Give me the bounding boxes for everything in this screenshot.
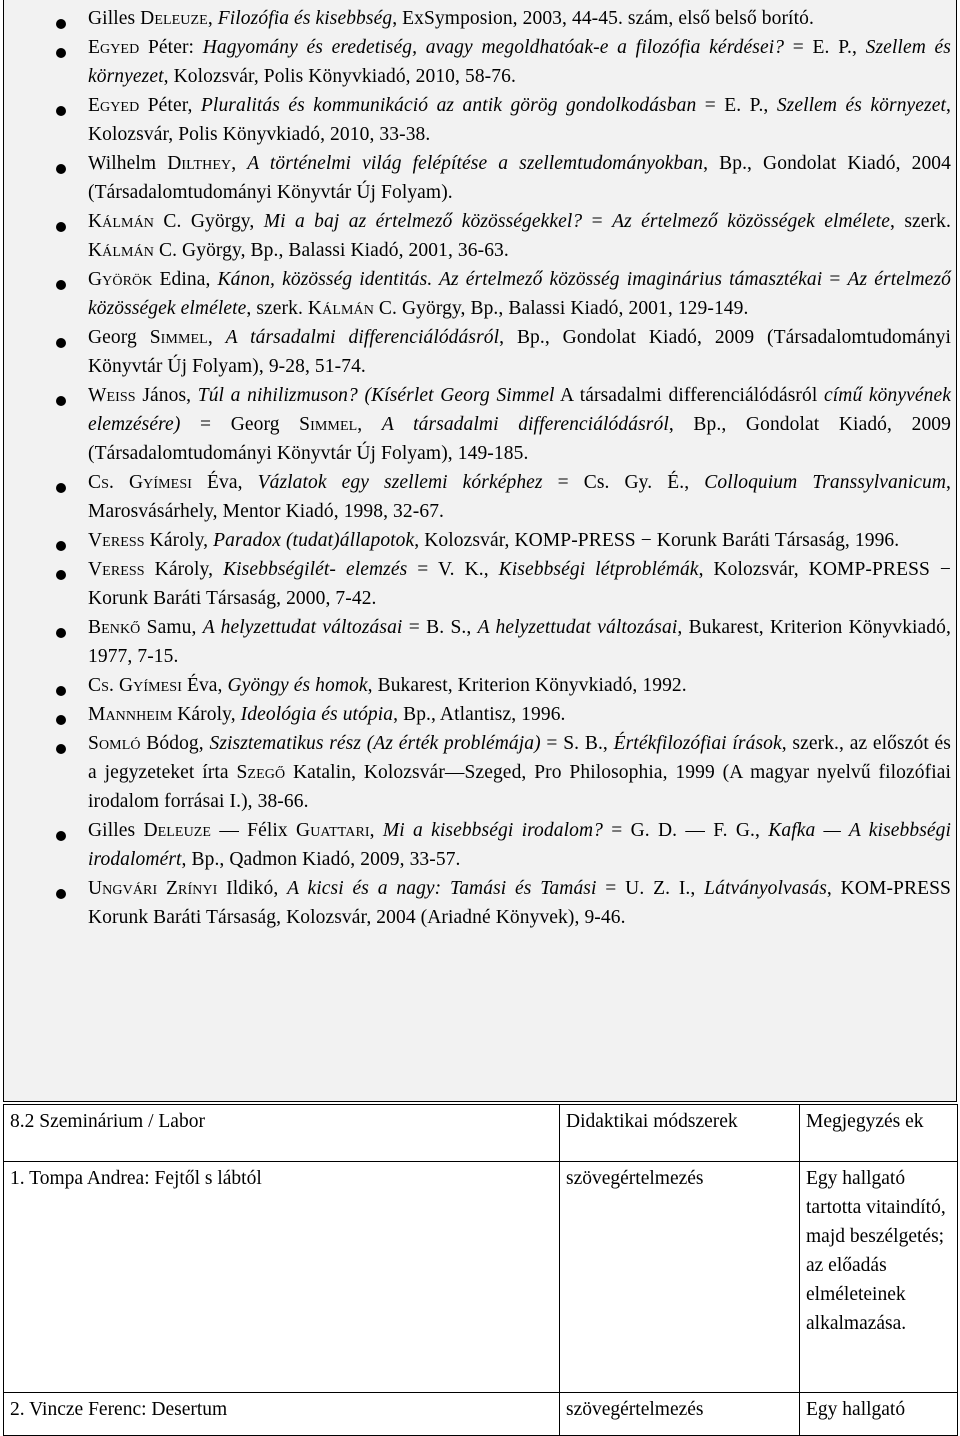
citation-segment: Éva, (192, 472, 258, 493)
bibliography-item (4, 729, 956, 816)
table-row (4, 1162, 958, 1393)
citation-segment: , Bp., Qadmon Kiadó, 2009, 33-57. (181, 849, 461, 870)
seminar-note: Egy hallgató tartotta vitaindító, majd beszélgetés; az előadás elméleteinek alkalmazása. (800, 1162, 958, 1393)
bibliography-entry-text (88, 555, 951, 613)
bibliography-entry-text (88, 207, 951, 265)
bibliography-item (4, 207, 956, 265)
bullet-icon (56, 48, 66, 58)
bullet-icon (56, 541, 66, 551)
citation-segment: Szellem és környezet (776, 95, 947, 116)
seminar-section-heading: 8.2 Szeminárium / Labor (4, 1105, 560, 1162)
citation-segment: = (582, 211, 613, 232)
citation-segment: Cs (88, 472, 109, 493)
citation-segment: , szerk. (246, 298, 308, 319)
citation-segment: Szisztematikus rész (Az érték problémája) (209, 733, 541, 754)
citation-segment: Károly, (144, 559, 224, 580)
citation-segment: Péter: (139, 37, 203, 58)
citation-segment: . (109, 675, 119, 696)
citation-segment: Filozófia és kisebbség (217, 8, 393, 29)
citation-segment: C. György, Bp., Balassi Kiadó, 2001, 129-149. (373, 298, 749, 319)
bullet-icon (56, 570, 66, 580)
citation-segment: Veress (88, 559, 145, 580)
bibliography-item (4, 816, 956, 874)
bibliography-item (4, 671, 956, 700)
seminar-method: szövegértelmezés (560, 1393, 800, 1436)
citation-segment: Károly, (172, 704, 241, 725)
citation-segment: Kafka — A kisebbségi irodalomért (88, 820, 952, 870)
citation-segment: Benkő (88, 617, 141, 638)
bullet-icon (56, 19, 66, 29)
citation-segment: = Cs. Gy. É., (542, 472, 705, 493)
seminar-topic: 1. Tompa Andrea: Fejtől s lábtól (4, 1162, 560, 1393)
bibliography-item (4, 149, 956, 207)
citation-segment: Weiss (88, 385, 136, 406)
methods-heading: Didaktikai módszerek (560, 1105, 800, 1162)
bullet-icon (56, 483, 66, 493)
citation-segment: Kálmán (88, 211, 155, 232)
bibliography-item (4, 700, 956, 729)
citation-segment: , KOM-PRESS Korunk Baráti Társaság, Kolozsvár, 2004 (Ariadné Könyvek), 9-46. (88, 878, 951, 928)
bibliography-entry-text (88, 0, 951, 33)
bibliography-item (4, 33, 956, 91)
citation-segment: = V. K., (407, 559, 499, 580)
citation-segment: , (231, 153, 248, 174)
citation-segment: Ideológia és utópia (240, 704, 394, 725)
citation-segment: Samu, (140, 617, 203, 638)
citation-segment: , szerk. (890, 211, 951, 232)
bibliography-entry-text (88, 874, 951, 932)
bullet-icon (56, 889, 66, 899)
citation-segment: C. György, Bp., Balassi Kiadó, 2001, 36-63. (154, 240, 509, 261)
citation-segment: Kálmán (88, 240, 155, 261)
citation-segment: Paradox (tudat)állapotok (213, 530, 415, 551)
citation-segment: Guattari (296, 820, 370, 841)
bibliography-entry-text (88, 613, 951, 671)
citation-segment: Gilles (88, 820, 144, 841)
citation-segment: A társadalmi differenciálódásról (381, 414, 669, 435)
citation-segment: Deleuze (143, 820, 212, 841)
bibliography-item (4, 555, 956, 613)
bibliography-entry-text (88, 671, 951, 700)
citation-segment: Vázlatok egy szellemi kórképhez (257, 472, 543, 493)
bibliography-entry-text (88, 468, 951, 526)
citation-segment: Gilles (88, 8, 141, 29)
seminar-table (3, 1104, 958, 1436)
citation-segment: Ildikó, (217, 878, 288, 899)
bibliography-item (4, 91, 956, 149)
seminar-note: Egy hallgató (800, 1393, 958, 1436)
citation-segment: Kisebbségilét- elemzés (223, 559, 408, 580)
bibliography-entry-text (88, 33, 951, 91)
bibliography-item (4, 874, 956, 932)
citation-segment: A kicsi és a nagy: Tamási és Tamási (287, 878, 597, 899)
seminar-header-row (4, 1105, 958, 1162)
citation-segment: = E. P., (696, 95, 777, 116)
citation-segment: , szerk., az előszót és a jegyzeteket írta (88, 733, 951, 783)
citation-segment: Gyöngy és homok (227, 675, 368, 696)
citation-segment: A társadalmi differenciálódásról (554, 385, 824, 406)
citation-segment: Pluralitás és kommunikáció az antik görög gondolkodásban (200, 95, 697, 116)
bullet-icon (56, 106, 66, 116)
bullet-icon (56, 280, 66, 290)
citation-segment: , Kolozsvár, KOMP-PRESS − Korunk Baráti Társaság, 1996. (414, 530, 900, 551)
citation-segment: Mi a kisebbségi irodalom? (382, 820, 604, 841)
citation-segment: Simmel (149, 327, 208, 348)
citation-segment: Az értelmező közösségek elmélete (612, 211, 891, 232)
bibliography-item (4, 526, 956, 555)
citation-segment: = G. D. — F. G., (603, 820, 769, 841)
citation-segment: Látványolvasás (704, 878, 827, 899)
citation-segment: = B. S., (402, 617, 478, 638)
bullet-icon (56, 744, 66, 754)
bullet-icon (56, 222, 66, 232)
citation-segment: Kisebbségi létproblémák (498, 559, 699, 580)
citation-segment: , (369, 820, 383, 841)
citation-segment: Szegő (236, 762, 286, 783)
citation-segment: , (207, 327, 226, 348)
citation-segment: Kálmán (307, 298, 374, 319)
citation-segment: Szellem és környezet (88, 37, 951, 87)
bibliography-entry-text (88, 149, 951, 207)
bibliography-item (4, 613, 956, 671)
citation-segment: Colloquium Transsylvanicum (704, 472, 947, 493)
bullet-icon (56, 831, 66, 841)
citation-segment: = U. Z. I., (596, 878, 705, 899)
citation-segment: — Félix (211, 820, 297, 841)
citation-segment: , Marosvásárhely, Mentor Kiadó, 1998, 32-67. (88, 472, 951, 522)
citation-segment: Deleuze (140, 8, 208, 29)
citation-segment: C. György, (154, 211, 264, 232)
bibliography-entry-text (88, 323, 951, 381)
bibliography-entry-text (88, 265, 951, 323)
citation-segment: Dilthey (167, 153, 232, 174)
bibliography-list (4, 0, 956, 932)
citation-segment: , (207, 8, 218, 29)
citation-segment: Veress (88, 530, 145, 551)
citation-segment: Gyímesi (128, 472, 192, 493)
citation-segment: , Bp., Gondolat Kiadó, 2009 (Társadalomtudományi Könyvtár Új Folyam), 9-28, 51-74. (88, 327, 952, 377)
citation-segment: , Kolozsvár, Polis Könyvkiadó, 2010, 33-38. (88, 95, 951, 145)
citation-segment: , Kolozsvár, Polis Könyvkiadó, 2010, 58-76. (163, 66, 516, 87)
citation-segment: Egyed (88, 95, 140, 116)
citation-segment: Mi a baj az értelmező közösségekkel? (263, 211, 583, 232)
bullet-icon (56, 338, 66, 348)
citation-segment: Cs (88, 675, 109, 696)
citation-segment: Györök (88, 269, 153, 290)
citation-segment: Egyed (88, 37, 140, 58)
seminar-topic: 2. Vincze Ferenc: Desertum (4, 1393, 560, 1436)
bibliography-item (4, 468, 956, 526)
notes-heading: Megjegyzés ek (800, 1105, 958, 1162)
citation-segment: , (357, 414, 382, 435)
bibliography-item (4, 265, 956, 323)
seminar-method: szövegértelmezés (560, 1162, 800, 1393)
citation-segment: , Bp., Atlantisz, 1996. (393, 704, 566, 725)
citation-segment: Hagyomány és eredetiség, avagy megoldhatóak-e a filozófia kérdései? (202, 37, 785, 58)
citation-segment: . (109, 472, 129, 493)
citation-segment: Éva, (181, 675, 228, 696)
citation-segment: = E. P., (784, 37, 866, 58)
citation-segment: Wilhelm (88, 153, 168, 174)
bullet-icon (56, 715, 66, 725)
citation-segment: , Bukarest, Kriterion Könyvkiadó, 1992. (367, 675, 687, 696)
citation-segment: Gyímesi (118, 675, 182, 696)
citation-segment: A helyzettudat változásai (477, 617, 678, 638)
citation-segment: Katalin, Kolozsvár—Szeged, Pro Philosophia, 1999 (A magyar nyelvű filozófiai irodalom forrásai I.), 38-66. (88, 762, 951, 812)
citation-segment: , Bp., Gondolat Kiadó, 2004 (Társadalomtudományi Könyvtár Új Folyam). (88, 153, 951, 203)
citation-segment: , Bukarest, Kriterion Könyvkiadó, 1977, 7-15. (88, 617, 951, 667)
bullet-icon (56, 628, 66, 638)
citation-segment: Túl a nihilizmuson? (Kísérlet Georg Simmel (197, 385, 555, 406)
bibliography-item (4, 381, 956, 468)
citation-segment: Károly, (144, 530, 214, 551)
table-row (4, 1393, 958, 1436)
bibliography-entry-text (88, 526, 951, 555)
bibliography-entry-text (88, 91, 951, 149)
bibliography-box (3, 0, 957, 1102)
bibliography-item (4, 0, 956, 33)
citation-segment: A történelmi világ felépítése a szellemtudományokban (247, 153, 704, 174)
bibliography-entry-text (88, 729, 951, 816)
citation-segment: A helyzettudat változásai (202, 617, 403, 638)
bibliography-entry-text (88, 816, 951, 874)
citation-segment: Georg (88, 327, 150, 348)
citation-segment: A társadalmi differenciálódásról (225, 327, 500, 348)
citation-segment: Péter, (139, 95, 201, 116)
citation-segment: Értékfilozófiai írások (613, 733, 782, 754)
bullet-icon (56, 396, 66, 406)
citation-segment: Kánon, közösség identitás. Az értelmező közösség imaginárius támasztékai (217, 269, 823, 290)
citation-segment: Ungvári Zrínyi (88, 878, 218, 899)
citation-segment: = (822, 269, 848, 290)
citation-segment: Somló (88, 733, 141, 754)
citation-segment: Mannheim (88, 704, 173, 725)
citation-segment: = S. B., (540, 733, 614, 754)
bullet-icon (56, 686, 66, 696)
bibliography-entry-text (88, 700, 951, 729)
citation-segment: = Georg (180, 414, 300, 435)
citation-segment: Bódog, (140, 733, 210, 754)
bibliography-entry-text (88, 381, 951, 468)
bullet-icon (56, 164, 66, 174)
citation-segment: Simmel (299, 414, 358, 435)
citation-segment: , ExSymposion, 2003, 44-45. szám, első belső borító. (392, 8, 814, 29)
citation-segment: , Kolozsvár, KOMP-PRESS − Korunk Baráti Társaság, 2000, 7-42. (88, 559, 952, 609)
bibliography-item (4, 323, 956, 381)
citation-segment: Az értelmező közösségek elmélete (88, 269, 951, 319)
citation-segment: , Bp., Gondolat Kiadó, 2009 (Társadalomtudományi Könyvtár Új Folyam), 149-185. (88, 414, 951, 464)
citation-segment: János, (135, 385, 198, 406)
citation-segment: Edina, (152, 269, 218, 290)
citation-segment: című könyvének elemzésére) (88, 385, 951, 435)
